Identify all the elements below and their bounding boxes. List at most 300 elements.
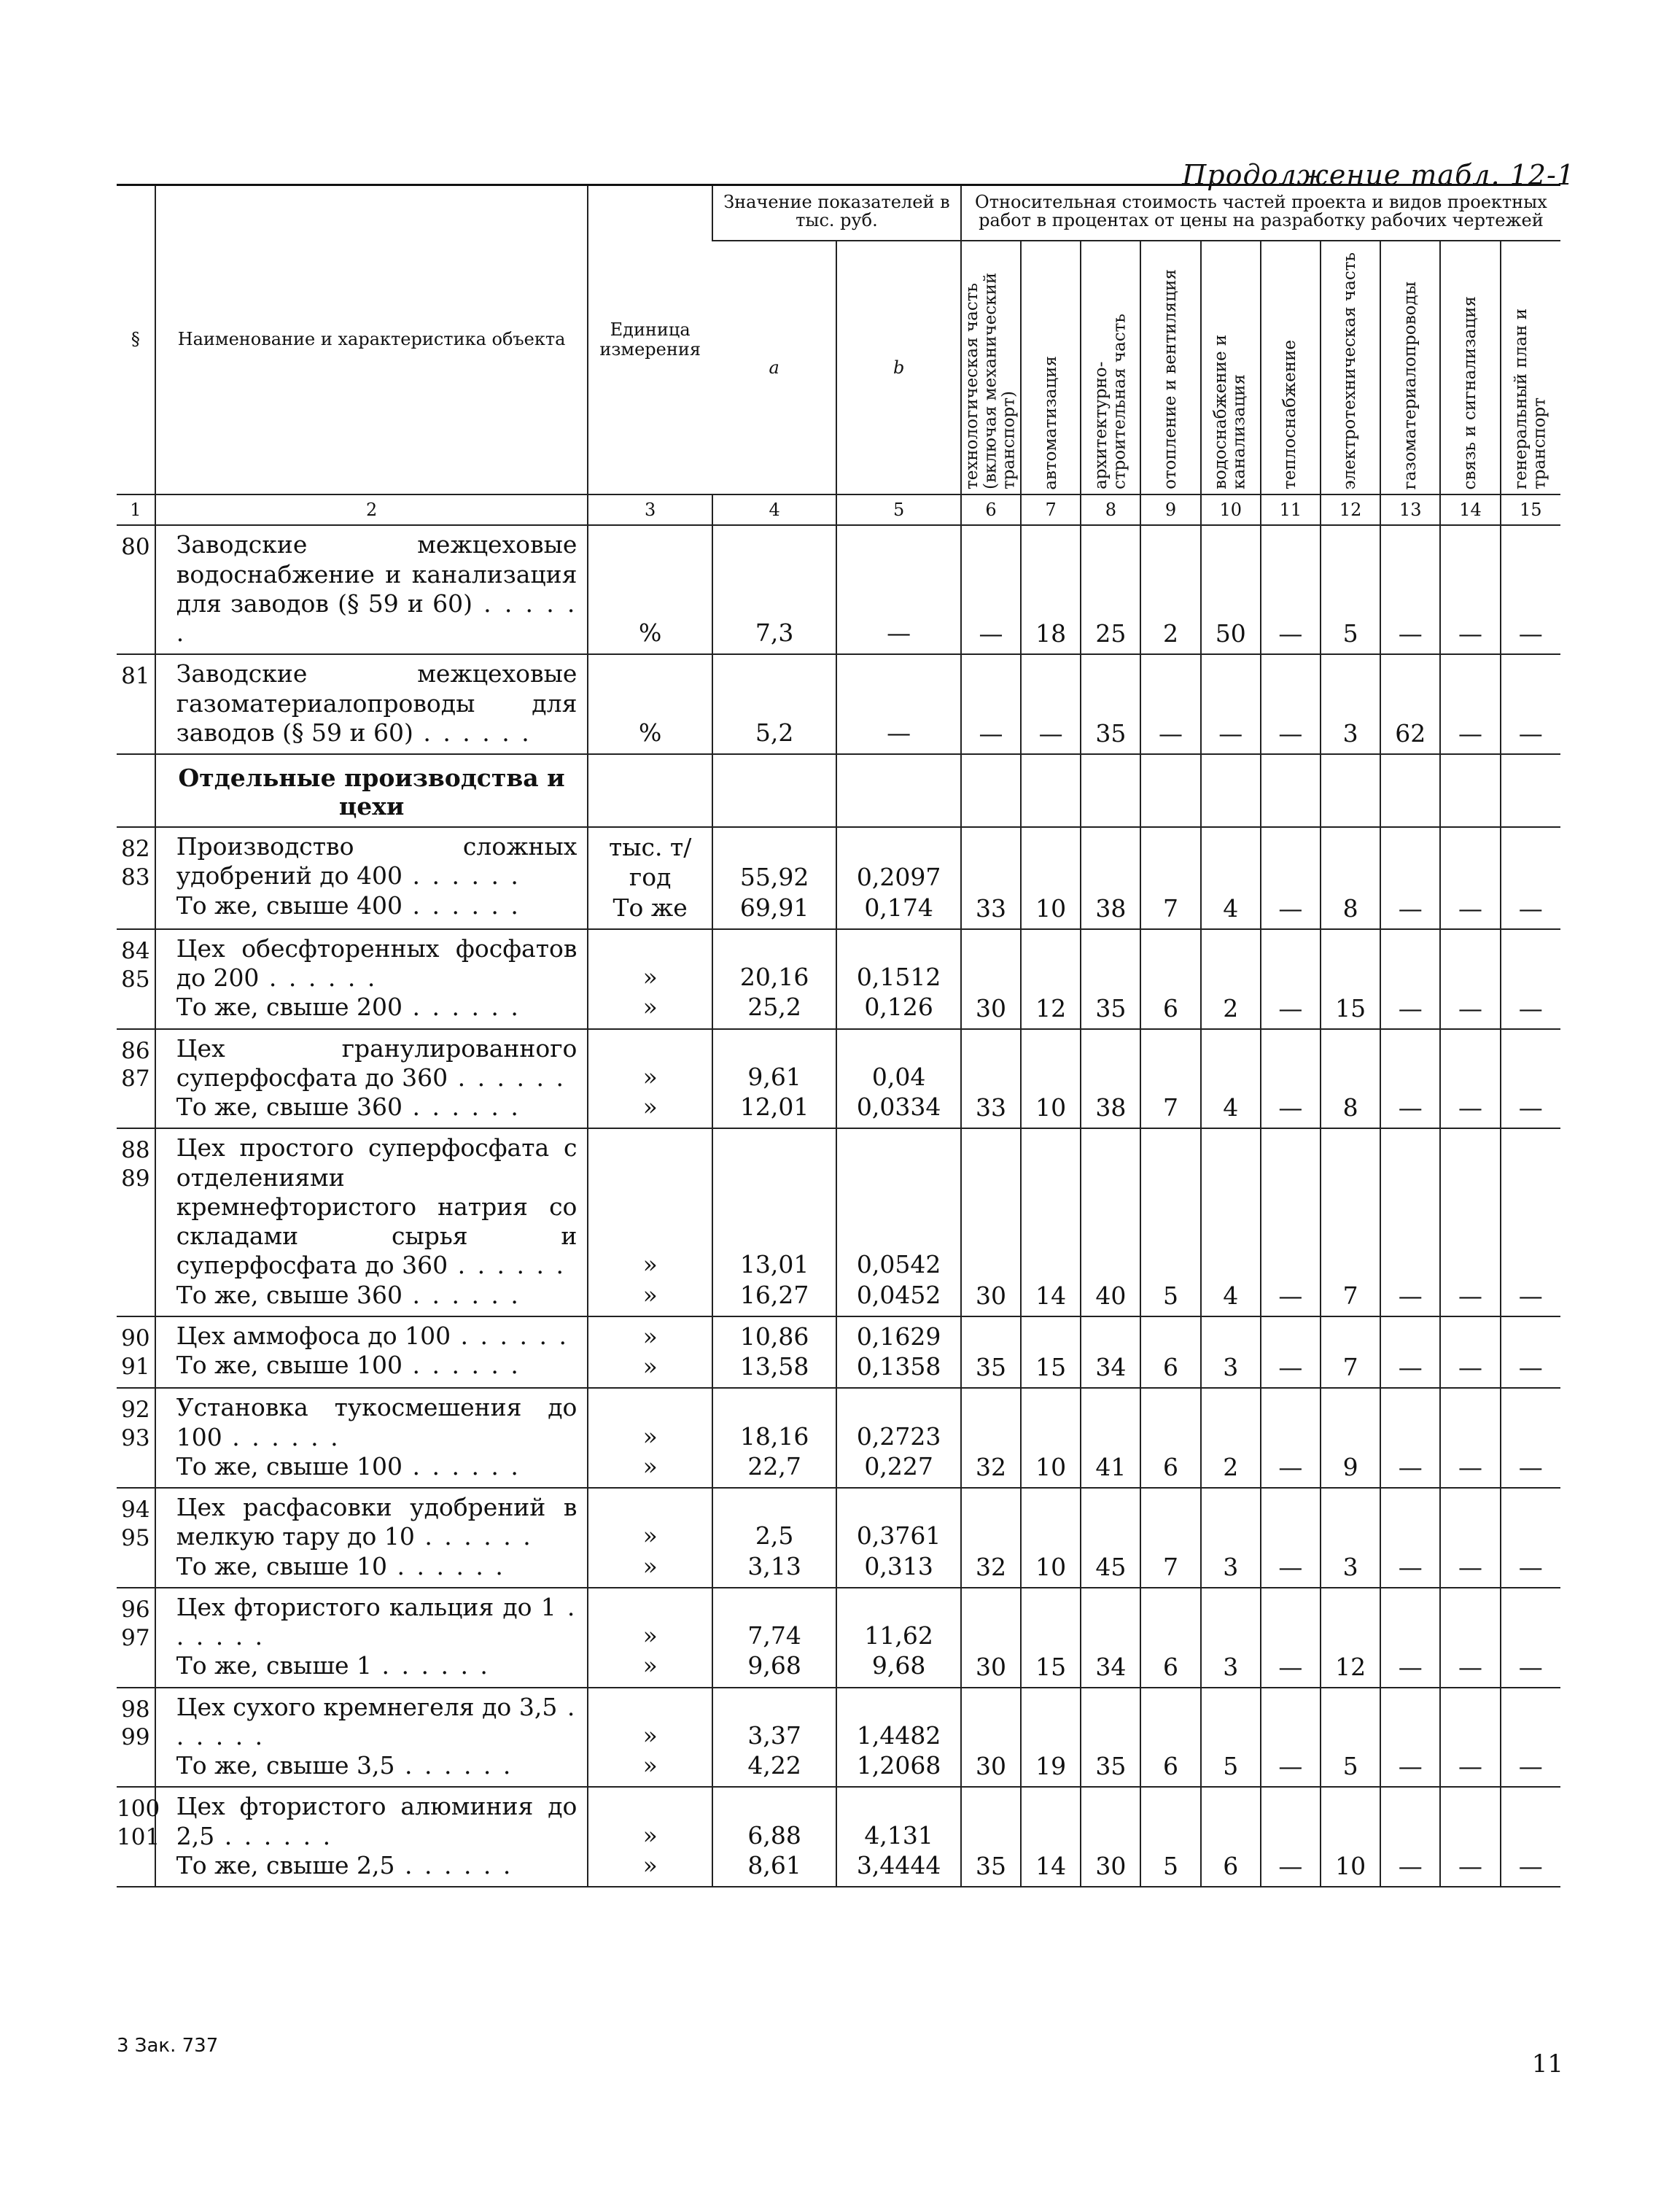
cost-c12: 8 [1321,1029,1380,1129]
table-row [117,1488,1560,1588]
header-col6: технологическая часть (включая механический транспорт) [962,273,1019,490]
cost-c6: 35 [961,1787,1021,1887]
row-number [117,1029,155,1129]
value-a [712,827,836,929]
header-costs-group: Относительная стоимость частей проекта и видов проектных работ в процентах от цены на разработку рабочих чертежей [961,185,1560,241]
row-number [117,1128,155,1316]
cost-c10: 3 [1201,1488,1261,1588]
cost-c10: 3 [1201,1588,1261,1688]
unit-cell [588,1388,712,1488]
value-b-b2: 0,227 [864,1451,933,1481]
object-name-text-2: То же, свыше 100 . . . [176,1452,578,1481]
value-b-b2: 0,126 [864,993,933,1022]
cost-c8: 41 [1081,1388,1140,1488]
cost-c8: 30 [1081,1787,1140,1887]
object-name-text-2: То же, свыше 1 . . . [176,1651,578,1680]
cost-c9: 5 [1140,1128,1200,1316]
value-a-a: 7,3 [755,618,794,648]
row-number-num2: 89 [121,1165,150,1192]
object-name-text-2: То же, свыше 360 . . . [176,1093,578,1122]
value-a-a: 55,92 [739,863,809,892]
cost-c11: — [1261,1588,1321,1688]
cost-c13: 62 [1380,654,1440,754]
object-name-text-2: То же, свыше 3,5 . . . [176,1751,578,1780]
value-b [836,1787,961,1887]
order-number: 3 Зак. 737 [117,2035,219,2057]
value-b-b2: 0,0452 [856,1280,941,1309]
cost-c14: — [1440,525,1500,654]
table-row [117,1388,1560,1488]
cost-c13: — [1380,1588,1440,1688]
row-number-num: 84 [121,937,150,964]
cost-c12: 5 [1321,525,1380,654]
unit-cell-unit2: » [642,1850,658,1879]
cost-c12: 8 [1321,827,1380,929]
cost-c7: 10 [1021,827,1081,929]
value-a-a2: 4,22 [747,1751,801,1780]
value-b-b2: 0,313 [864,1551,933,1580]
cost-c13: — [1380,1688,1440,1788]
cost-c7: 10 [1021,1029,1081,1129]
cost-c10: 50 [1201,525,1261,654]
cost-c9: 6 [1140,1316,1200,1389]
cost-c15: — [1501,1029,1560,1129]
row-number-num: 90 [121,1324,150,1351]
value-a [712,654,836,754]
object-name [155,1029,588,1129]
cost-c9: — [1140,654,1200,754]
cost-c12: 7 [1321,1128,1380,1316]
cost-c14: — [1440,1488,1500,1588]
value-b [836,827,961,929]
cost-c13: — [1380,525,1440,654]
row-number-num: 94 [121,1497,150,1524]
object-name-text: Заводские межцеховые водоснабжение и канализация для заводов (§ 59 и 60) . . . [176,530,578,648]
value-a-a2: 25,2 [747,993,801,1022]
value-a-a: 5,2 [755,718,794,747]
cost-c8: 35 [1081,929,1140,1029]
object-name-text: Заводские межцеховые газоматериалопроводы для заводов (§ 59 и 60) . . . [176,659,578,748]
object-name [155,1787,588,1887]
value-b-b: — [887,718,911,747]
cost-c8: 38 [1081,1029,1140,1129]
row-number [117,525,155,654]
cost-c7: 15 [1021,1316,1081,1389]
unit-cell [588,1128,712,1316]
value-b [836,654,961,754]
value-a-a: 3,37 [747,1720,801,1750]
header-object-name: Наименование и характеристика объекта [155,185,588,495]
cost-c14: — [1440,1388,1500,1488]
cost-c15: — [1501,1488,1560,1588]
cost-c8: 34 [1081,1588,1140,1688]
value-b-b: 0,2723 [856,1421,941,1451]
header-col10: водоснабжение и канализация [1211,335,1249,490]
cost-c6: 30 [961,929,1021,1029]
value-b-b: 0,1629 [856,1322,941,1351]
row-number-num2: 87 [121,1066,150,1093]
unit-cell [588,1488,712,1588]
row-number-num: 92 [121,1397,150,1424]
cost-c10: 4 [1201,1029,1261,1129]
value-b-b: 11,62 [864,1621,933,1650]
value-b-b2: 0,174 [864,893,933,922]
cost-c11: — [1261,1787,1321,1887]
header-col9: отопление и вентиляция [1160,269,1180,490]
header-values-group: Значение показателей в тыс. руб. [712,185,961,241]
row-number-num: 100 [117,1796,160,1823]
value-b [836,1316,961,1389]
cost-c7: — [1021,654,1081,754]
cost-c8: 25 [1081,525,1140,654]
cost-c9: 7 [1140,1029,1200,1129]
cost-c6: — [961,654,1021,754]
cost-c11: — [1261,1688,1321,1788]
header-col7: автоматизация [1041,355,1060,490]
unit-cell-unit: » [642,1820,658,1850]
cost-c15: — [1501,1588,1560,1688]
cost-c11: — [1261,525,1321,654]
unit-cell-unit: » [642,1322,658,1351]
cost-c9: 7 [1140,827,1200,929]
cost-c8: 35 [1081,654,1140,754]
object-name-text: Цех расфасовки удобрений в мелкую тару до 10 . . . [176,1493,578,1552]
cost-c12: 10 [1321,1787,1380,1887]
object-name-text: Цех простого суперфосфата с отделениями кремнефтористого натрия со складами сырья и суперфосфата до 360 . . . [176,1133,578,1280]
cost-table [117,184,1560,1887]
value-a [712,1688,836,1788]
cost-c7: 12 [1021,929,1081,1029]
value-b-b2: 0,1358 [856,1352,941,1381]
cost-c9: 6 [1140,1388,1200,1488]
cost-c15: — [1501,929,1560,1029]
cost-c13: — [1380,1388,1440,1488]
cost-c14: — [1440,827,1500,929]
value-a [712,525,836,654]
cost-c6: 30 [961,1588,1021,1688]
object-name-text-2: То же, свыше 400 . . . [176,891,578,920]
cost-c11: — [1261,929,1321,1029]
cost-c15: — [1501,1128,1560,1316]
value-a-a2: 16,27 [739,1280,809,1309]
cost-c13: — [1380,827,1440,929]
cost-c7: 10 [1021,1388,1081,1488]
table-row [117,929,1560,1029]
object-name-text: Производство сложных удобрений до 400 . . . [176,832,578,891]
cost-c8: 34 [1081,1316,1140,1389]
table-row [117,1787,1560,1887]
cost-c13: — [1380,1128,1440,1316]
header-a: a [769,357,779,379]
table-caption: Продолжение табл. 12-1 [1182,159,1575,191]
table-row [117,1588,1560,1688]
value-b [836,1388,961,1488]
object-name [155,654,588,754]
cost-c9: 6 [1140,1688,1200,1788]
header-col13: газоматериалопроводы [1400,281,1420,490]
cost-c6: 33 [961,827,1021,929]
row-number [117,827,155,929]
object-name-text-2: То же, свыше 200 . . . [176,993,578,1022]
header-col8: архитектурно-строительная часть [1092,314,1129,490]
section-row [117,754,1560,827]
cost-c10: 2 [1201,1388,1261,1488]
unit-cell-unit: % [638,618,662,648]
cost-c10: 5 [1201,1688,1261,1788]
cost-c11: — [1261,1388,1321,1488]
value-a-a2: 13,58 [739,1352,809,1381]
unit-cell-unit2: » [642,1651,658,1680]
table-row [117,827,1560,929]
cost-c13: — [1380,1029,1440,1129]
cost-c15: — [1501,1388,1560,1488]
cost-c6: 30 [961,1128,1021,1316]
object-name-text: Цех гранулированного суперфосфата до 360 . . . [176,1034,578,1093]
cost-c9: 6 [1140,929,1200,1029]
unit-cell-unit2: » [642,993,658,1022]
cost-c6: 30 [961,1688,1021,1788]
row-number-num2: 83 [121,864,150,891]
unit-cell [588,1688,712,1788]
unit-cell-unit: % [638,718,662,747]
cost-c15: — [1501,525,1560,654]
row-number-num2: 101 [117,1824,160,1851]
row-number [117,929,155,1029]
value-a-a: 18,16 [739,1421,809,1451]
cost-c11: — [1261,827,1321,929]
object-name [155,1488,588,1588]
unit-cell [588,929,712,1029]
row-number [117,1488,155,1588]
cost-c12: 3 [1321,654,1380,754]
row-number [117,1316,155,1389]
cost-c6: 35 [961,1316,1021,1389]
row-number [117,1688,155,1788]
table-row [117,1688,1560,1788]
table-row [117,525,1560,654]
value-a [712,929,836,1029]
cost-c12: 5 [1321,1688,1380,1788]
cost-c14: — [1440,1128,1500,1316]
page-number: 11 [1531,2049,1563,2079]
unit-cell [588,525,712,654]
value-a-a2: 9,68 [747,1651,801,1680]
cost-c7: 15 [1021,1588,1081,1688]
row-number-num: 96 [121,1596,150,1623]
unit-cell [588,654,712,754]
object-name-text: Цех аммофоса до 100 . . . [176,1322,578,1351]
cost-c13: — [1380,929,1440,1029]
object-name [155,1588,588,1688]
unit-cell-unit: » [642,963,658,992]
value-a-a2: 3,13 [747,1551,801,1580]
row-number-num2: 85 [121,966,150,993]
value-b-b: — [887,618,911,648]
cost-c6: 32 [961,1488,1021,1588]
cost-c8: 35 [1081,1688,1140,1788]
cost-c9: 5 [1140,1787,1200,1887]
value-a-a: 9,61 [747,1062,801,1091]
value-b-b: 1,4482 [856,1720,941,1750]
row-number-num2: 91 [121,1353,150,1380]
row-number-num2: 93 [121,1425,150,1452]
object-name-text: Цех фтористого кальция до 1 . . . [176,1593,578,1652]
column-number-row: 1 2 3 4 5 6 7 8 9 10 11 12 13 14 15 [117,494,1560,525]
value-b-b2: 0,0334 [856,1093,941,1122]
object-name-text: Цех обесфторенных фосфатов до 200 . . . [176,934,578,993]
cost-c11: — [1261,1488,1321,1588]
object-name-text-2: То же, свыше 360 . . . [176,1281,578,1310]
unit-cell [588,1588,712,1688]
object-name [155,525,588,654]
cost-c10: 3 [1201,1316,1261,1389]
cost-c6: — [961,525,1021,654]
unit-cell [588,1029,712,1129]
value-a [712,1029,836,1129]
cost-c10: 6 [1201,1787,1261,1887]
cost-c14: — [1440,1688,1500,1788]
cost-c7: 14 [1021,1787,1081,1887]
value-a-a: 2,5 [755,1521,794,1551]
row-number-num2: 97 [121,1624,150,1651]
cost-c6: 32 [961,1388,1021,1488]
row-number [117,1588,155,1688]
unit-cell-unit2: » [642,1751,658,1780]
unit-cell-unit: » [642,1250,658,1279]
value-a-a: 7,74 [747,1621,801,1650]
cost-c9: 6 [1140,1588,1200,1688]
cost-c14: — [1440,929,1500,1029]
value-a-a2: 8,61 [747,1850,801,1879]
header-col15: генеральный план и транспорт [1511,309,1549,490]
cost-c13: — [1380,1316,1440,1389]
cost-c10: 4 [1201,827,1261,929]
object-name [155,1316,588,1389]
row-number-num: 98 [121,1696,150,1723]
value-b [836,1688,961,1788]
cost-c8: 38 [1081,827,1140,929]
cost-c11: — [1261,1316,1321,1389]
value-a-a2: 69,91 [739,893,809,922]
cost-c8: 45 [1081,1488,1140,1588]
object-name [155,827,588,929]
table-row [117,1029,1560,1129]
unit-cell-unit2: То же [612,893,688,922]
cost-c7: 10 [1021,1488,1081,1588]
cost-c7: 14 [1021,1128,1081,1316]
cost-c12: 3 [1321,1488,1380,1588]
unit-cell-unit2: » [642,1093,658,1122]
cost-c12: 7 [1321,1316,1380,1389]
object-name-text-2: То же, свыше 10 . . . [176,1552,578,1581]
object-name [155,929,588,1029]
cost-c9: 2 [1140,525,1200,654]
row-number-num: 82 [121,836,150,863]
value-b [836,1488,961,1588]
header-col11: теплоснабжение [1280,340,1300,490]
unit-cell-unit: » [642,1621,658,1650]
row-number [117,654,155,754]
cost-c15: — [1501,1316,1560,1389]
value-b [836,525,961,654]
cost-c11: — [1261,1029,1321,1129]
cost-c12: 15 [1321,929,1380,1029]
unit-cell-unit2: » [642,1551,658,1580]
value-a-a: 10,86 [739,1322,809,1351]
value-a-a2: 22,7 [747,1451,801,1481]
value-a-a: 13,01 [739,1250,809,1279]
value-b [836,1588,961,1688]
object-name-text-2: То же, свыше 100 . . . [176,1351,578,1380]
value-b-b: 0,04 [871,1062,926,1091]
row-number-num: 80 [121,534,150,561]
unit-cell [588,827,712,929]
value-b-b: 4,131 [864,1820,933,1850]
value-a [712,1787,836,1887]
value-b-b: 0,1512 [856,963,941,992]
cost-c11: — [1261,1128,1321,1316]
cost-c10: — [1201,654,1261,754]
value-b-b2: 3,4444 [856,1850,941,1879]
table-row [117,654,1560,754]
row-number [117,1388,155,1488]
value-b [836,1029,961,1129]
unit-cell-unit2: » [642,1280,658,1309]
value-b-b2: 9,68 [871,1651,926,1680]
unit-cell-unit: » [642,1720,658,1750]
object-name [155,1688,588,1788]
value-a-a2: 12,01 [739,1093,809,1122]
unit-cell-unit: » [642,1521,658,1551]
header-section-sign: § [117,185,155,495]
table-body [117,525,1560,1887]
cost-c14: — [1440,1588,1500,1688]
cost-c8: 40 [1081,1128,1140,1316]
header-col12: электротехническая часть [1340,252,1360,490]
value-b-b: 0,0542 [856,1250,941,1279]
row-number-num: 88 [121,1137,150,1164]
cost-c14: — [1440,1787,1500,1887]
unit-cell-unit: » [642,1062,658,1091]
cost-c14: — [1440,1316,1500,1389]
cost-c7: 18 [1021,525,1081,654]
cost-c14: — [1440,654,1500,754]
cost-c14: — [1440,1029,1500,1129]
row-number-num: 81 [121,663,150,690]
object-name-text: Установка тукосмешения до 100 . . . [176,1393,578,1452]
cost-c9: 7 [1140,1488,1200,1588]
cost-c10: 2 [1201,929,1261,1029]
value-b [836,1128,961,1316]
object-name-text: Цех сухого кремнегеля до 3,5 . . . [176,1693,578,1752]
cost-c7: 19 [1021,1688,1081,1788]
value-a [712,1316,836,1389]
value-a-a: 6,88 [747,1820,801,1850]
cost-c15: — [1501,827,1560,929]
table-row [117,1128,1560,1316]
cost-c13: — [1380,1787,1440,1887]
value-a [712,1388,836,1488]
object-name-text-2: То же, свыше 2,5 . . . [176,1851,578,1880]
unit-cell-unit: тыс. т/год [608,833,692,892]
value-b-b: 0,3761 [856,1521,941,1551]
object-name-text: Цех фтористого алюминия до 2,5 . . . [176,1792,578,1851]
unit-cell [588,1316,712,1389]
row-number-num2: 99 [121,1724,150,1751]
cost-c11: — [1261,654,1321,754]
value-b-b2: 1,2068 [856,1751,941,1780]
value-a [712,1488,836,1588]
